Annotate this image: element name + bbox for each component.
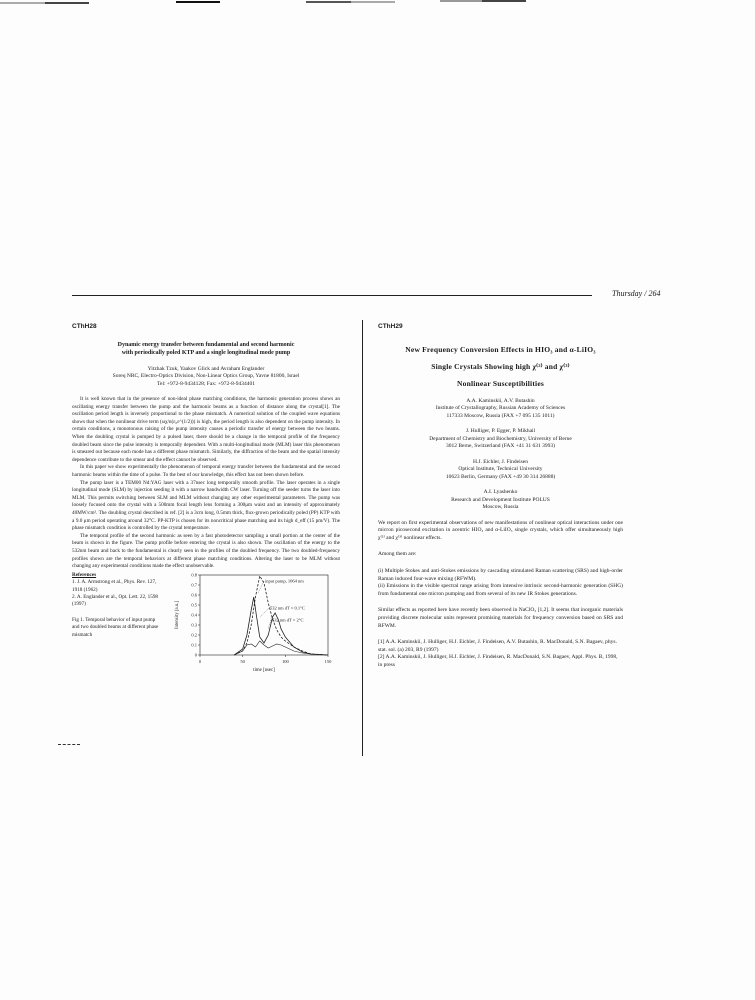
reference-item: [2] A.A. Kaminskii, J. Hulliger, H.J. Eichler, J. Findeisen, R. MacDonald, S.N. Bagaev, Appl. Phys. B, 1998, in press bbox=[378, 654, 618, 668]
author-group bbox=[378, 489, 623, 512]
y-tick-label: 0.5 bbox=[191, 602, 197, 608]
among-label: Among them are: bbox=[378, 551, 417, 558]
body-paragraph: The temporal profile of the second harmonic as seen by a fast photodetector sampling a small portion at the center of the beam is shown in the figure. The pump profile before entering the crystal is also shown. The oscillation of the energy to the 532nm beam and back to the fundamental is clearly seen in the profiles of the doubled frequency. The two doubled-frequency profiles shown are the temporal behaviors at different phase matching conditions. Altering the laser to be MLM without changing any experimental conditions made the effect unobservable. bbox=[72, 532, 340, 570]
header-rule bbox=[72, 295, 592, 296]
authors: Yitzhak Tzuk, Yaakov Glick and Avraham Englander bbox=[147, 365, 265, 372]
closing-paragraph: Similar effects as reported here have recently been observed in NaClO₃ [1,2]. It seems that inorganic materials providing discrete molecular units represent promising materials for frequency conversion based on SRS and RFWM. bbox=[378, 607, 623, 629]
line-chart bbox=[170, 571, 340, 681]
y-tick-label: 0.7 bbox=[191, 582, 197, 588]
article-code: CThH29 bbox=[378, 323, 403, 330]
series-line bbox=[234, 576, 328, 655]
authors: J. Hulliger, P. Egger, P. Mikhail bbox=[465, 428, 536, 435]
y-tick-label: 0.4 bbox=[191, 612, 197, 618]
scan-mark bbox=[0, 2, 45, 4]
chart-annotation: 532 nm dT = 0.1°C bbox=[270, 605, 305, 611]
body-paragraph: The pump laser is a TEM00 Nd:YAG laser with a 37nsec long temporally smooth profile. The laser operates in a single longitudinal mode (SLM) by injection seeding it with a narrow bandwidth CW laser. Turning off the seeder turns the laser into MLM. This permits switching between SLM and MLM without changing any other experimental parameters. The pump was loosely focused onto the crystal with a 500mm focal length lens forming a 300μm waist and an intensity of approximately 40MW/cm². The doubling crystal described in ref. [2] is a 3cm long, 0.5mm thick, flux-grown periodically poled (PP) KTP with a 9.0 μm period operating around 32°C. PP-KTP is chosen for its noncritical phase matching and its high d_eff (15 pm/V). The phase mismatch condition is controlled by the crystal temperature. bbox=[72, 479, 340, 532]
article-code: CThH28 bbox=[72, 323, 97, 330]
y-tick-label: 0.6 bbox=[191, 592, 197, 598]
title-line: Nonlinear Susceptibilities bbox=[457, 378, 544, 388]
references-and-caption bbox=[72, 571, 164, 681]
left-article bbox=[72, 323, 340, 681]
y-axis-label: Intensity [a.u.] bbox=[175, 600, 180, 629]
affiliation: 10623 Berlin, Germany (FAX +49 30 314 26888) bbox=[445, 473, 556, 480]
list-item: (ii) Emissions in the visible spectral range arising from intensive intrinsic second-harmonic generation (SHG) from fundamental one micron pumping and from several of its new IR Stokes generations. bbox=[378, 583, 623, 597]
references bbox=[378, 639, 623, 669]
y-tick-label: 0.8 bbox=[191, 572, 197, 578]
affiliation: Soreq NRC, Electro-Optics Division, Non-Linear Optics Group, Yavne 81800, Israel bbox=[112, 373, 300, 380]
y-tick-label: 0 bbox=[194, 652, 197, 658]
affiliation: Department of Chemistry and Biochemistry, University of Berne bbox=[429, 435, 572, 442]
x-tick-label: 50 bbox=[240, 658, 245, 664]
contact: Tel: +972-8-9434128; Fax: +972-8-9434401 bbox=[157, 380, 255, 387]
reference-item: [1] A.A. Kaminskii, J. Hulliger, H.J. Eichler, J. Findeisen, A.V. Butashin, R. MacDonald, S.N. Bagaev, phys. stat. sol. (a) 203, R9 (1997) bbox=[378, 639, 617, 653]
affiliation: 117333 Moscow, Russia (FAX +7 095 135 1011) bbox=[446, 412, 555, 419]
title-line: with periodically poled KTP and a single longitudinal mode pump bbox=[121, 350, 291, 357]
scan-mark bbox=[351, 1, 395, 3]
figure-area bbox=[72, 571, 340, 681]
abstract: We report on first experimental observations of new manifestations of nonlinear optical interactions under one micron picosecond excitation in acentric HIO₃ and α-LiIO₃ single crystals, which offer simultaneously high χ⁽²⁾ and χ⁽³⁾ nonlinear effects. bbox=[378, 519, 623, 541]
author-group bbox=[378, 398, 623, 421]
chart-canvas bbox=[170, 571, 340, 683]
x-tick-label: 0 bbox=[198, 658, 202, 664]
x-tick-label: 100 bbox=[281, 658, 289, 664]
scan-mark bbox=[440, 0, 482, 2]
series-line bbox=[234, 641, 328, 655]
x-axis-label: time [nsec] bbox=[253, 667, 275, 673]
running-header: Thursday / 264 bbox=[612, 289, 661, 298]
title-line: New Frequency Conversion Effects in HIO₃ and α-LiIO₃ bbox=[405, 344, 596, 354]
body-paragraph: In this paper we show experimentally the phenomenon of temporal energy transfer between the fundamental and the second harmonic beams within the time of a pulse. To the best of our knowledge, this effect has not been shown before. bbox=[72, 464, 340, 479]
article-title bbox=[72, 341, 340, 358]
authors: H.J. Eichler, J. Findeisen bbox=[473, 458, 528, 465]
figure-caption: Fig 1. Temporal behavior of input pump and two doubled beams at different phase mismatch bbox=[72, 616, 159, 638]
y-tick-label: 0.3 bbox=[191, 622, 197, 628]
author-group bbox=[378, 459, 623, 482]
column-divider bbox=[362, 320, 363, 756]
references-heading: References bbox=[72, 571, 97, 578]
authors: A.A. Kaminskii, A.V. Butashin bbox=[466, 397, 535, 404]
scan-mark bbox=[176, 1, 220, 3]
affiliation: Optical Institute, Technical University bbox=[458, 466, 543, 473]
title-line: Dynamic energy transfer between fundamental and second harmonic bbox=[117, 341, 295, 348]
reference-item: 1. J. A. Armstrong et al., Phys. Rev. 127, 1918 (1962) bbox=[72, 579, 157, 593]
body-paragraph: It is well known that in the presence of non-ideal phase matching conditions, the harmonic generation process shows an oscillating energy transfer between the pump and the harmonic beams as a function of distance along the crystal[1]. The oscillation period length is inversely proportional to the phase mismatch. A numerical solution of the coupled wave equations shows that when the nonlinear drive term (ωχ/n(ε₀ε^(1/2))) is high, the period length is also dependent on the pump intensity. In certain conditions, a monotonous raising of the pump intensity causes a periodic transfer of energy between the two beams. When the doubling crystal is pumped by a pulsed laser, there should be a change in the temporal profile of the frequency doubled beam since the pulse intensity is temporally dependent. With a multi-longitudinal mode (MLM) laser this phenomenon is smeared out because each mode has a different phase mismatch. Similarly, the diffraction of the beam and the spatial intensity dependence contribute to the smear and the effect cannot be observed. bbox=[72, 396, 340, 463]
affiliation: Moscow, Russia bbox=[482, 504, 519, 511]
affiliation: Institute of Crystallography, Russian Academy of Sciences bbox=[435, 405, 566, 412]
scan-mark bbox=[482, 0, 526, 2]
right-article bbox=[378, 323, 623, 670]
authors: A.I. Lyashenko bbox=[483, 489, 518, 496]
article-title bbox=[378, 341, 623, 392]
affiliation: 3012 Berne, Switzerland (FAX +41 31 631 3993) bbox=[445, 443, 555, 450]
author-group bbox=[378, 428, 623, 451]
reference-item: 2. A. Englander et al., Opt. Lett. 22, 1598 (1997) bbox=[72, 593, 159, 608]
y-tick-label: 0.2 bbox=[191, 632, 197, 638]
chart-annotation: 532 nm dT = 2°C bbox=[272, 617, 304, 623]
y-tick-label: 0.1 bbox=[191, 642, 197, 648]
affiliation: Research and Development Institute POLUS bbox=[451, 496, 550, 503]
chart-annotation: input pump, 1064 nm bbox=[265, 578, 304, 584]
scan-artifact bbox=[58, 744, 80, 746]
title-line: Single Crystals Showing high χ⁽²⁾ and χ⁽³⁾ bbox=[431, 361, 570, 371]
scan-mark bbox=[306, 1, 351, 3]
list-item: (i) Multiple Stokes and anti-Stokes emissions by cascading stimulated Raman scattering (SRS) and high-order Raman induced four-wave mixing (RFWM). bbox=[378, 567, 623, 582]
x-tick-label: 150 bbox=[324, 658, 332, 664]
scan-mark bbox=[45, 2, 89, 4]
